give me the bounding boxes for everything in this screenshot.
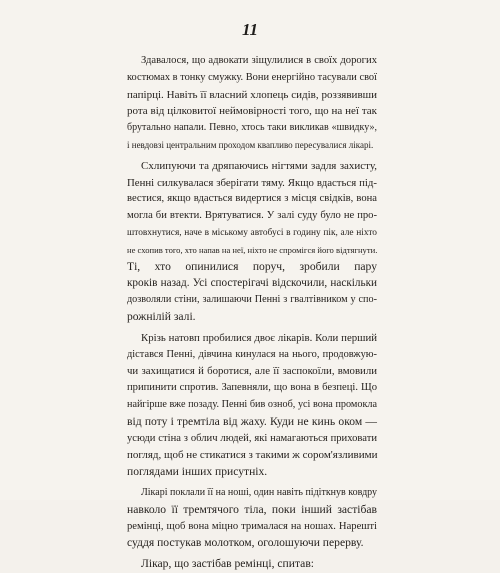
text-line: папірці. Навіть її власний хлопець сидів, роззявивши (127, 88, 377, 101)
text-line: Лікар, що застібав ремінці, спитав: (141, 557, 315, 571)
paragraph (127, 485, 377, 552)
text-line: вестися, якщо вдасться видертися з місця свідків, вона (127, 193, 377, 205)
text-line: чи захищатися й боротися, але її заспокоїли, вмовили (127, 365, 377, 378)
text-line: Схлипуючи та дряпаючись нігтями задля захисту, (141, 159, 377, 172)
text-line: Крізь натовп пробилися двоє лікарів. Коли перший (141, 331, 377, 344)
text-line: могла би втекти. Врятуватися. У залі суду було не про- (127, 210, 377, 222)
text-line: не схопив того, хто напав на неї, ніхто не спромігся його відтягнути. (127, 244, 378, 255)
text-line: поглядами інших присутніх. (127, 465, 268, 479)
text-line: суддя постукав молотком, оголошуючи перерву. (127, 536, 364, 550)
text-line: погляд, щоб не стикатися з такими ж сором'язливими (127, 449, 378, 462)
text-line: Здавалося, що адвокати зіщулилися в своїх дорогих (141, 55, 377, 66)
text-line: припинити спротив. Запевняли, що вона в безпеці. Що (127, 382, 377, 394)
paragraph (127, 556, 377, 573)
paragraph (127, 53, 377, 154)
body-text (127, 53, 377, 573)
text-line: від поту і тремтіла від жаху. Куди не кинь оком — (127, 414, 377, 428)
text-line: Ті, хто опинилися поруч, зробили пару (127, 259, 377, 273)
text-line: і невдовзі центральним проходом квапливо пересувалися лікарі. (127, 139, 374, 150)
text-line: брутально напали. Певно, хтось таки викликав «швидку», (127, 122, 377, 134)
text-line: усюди стіна з облич людей, які намагаються приховати (127, 432, 377, 444)
text-line: рожнілій залі. (127, 309, 196, 323)
text-line: кроків назад. Усі спостерігачі відскочили, наскільки (127, 277, 377, 290)
text-line: навколо її тремтячого тіла, поки інший застібав (127, 502, 377, 516)
text-line: рота від цілковитої неймовірності того, що на неї так (127, 105, 377, 118)
chapter-number: 11 (241, 20, 259, 39)
text-line: штовхнутися, наче в міському автобусі в годину пік, але ніхто (127, 227, 377, 238)
paragraph (127, 330, 377, 481)
text-line: дістався Пенні, дівчина кинулася на нього, продовжую- (127, 348, 377, 360)
text-line: Лікарі поклали її на ноші, один навіть підіткнув ковдру (141, 486, 378, 498)
paragraph (127, 158, 377, 326)
text-line: Пенні силкувалася зберігати тяму. Якщо вдасться під- (127, 176, 377, 189)
text-line: костюмах в тонку смужку. Вони енергійно тасували свої (127, 71, 377, 83)
text-line: найгірше вже позаду. Пенні бив озноб, усі вона промокла (127, 398, 377, 410)
text-line: ремінці, щоб вона міцно трималася на ношах. Нарешті (127, 520, 377, 532)
text-line: дозволяли стіни, залишаючи Пенні з гвалтівником у спо- (127, 294, 377, 306)
